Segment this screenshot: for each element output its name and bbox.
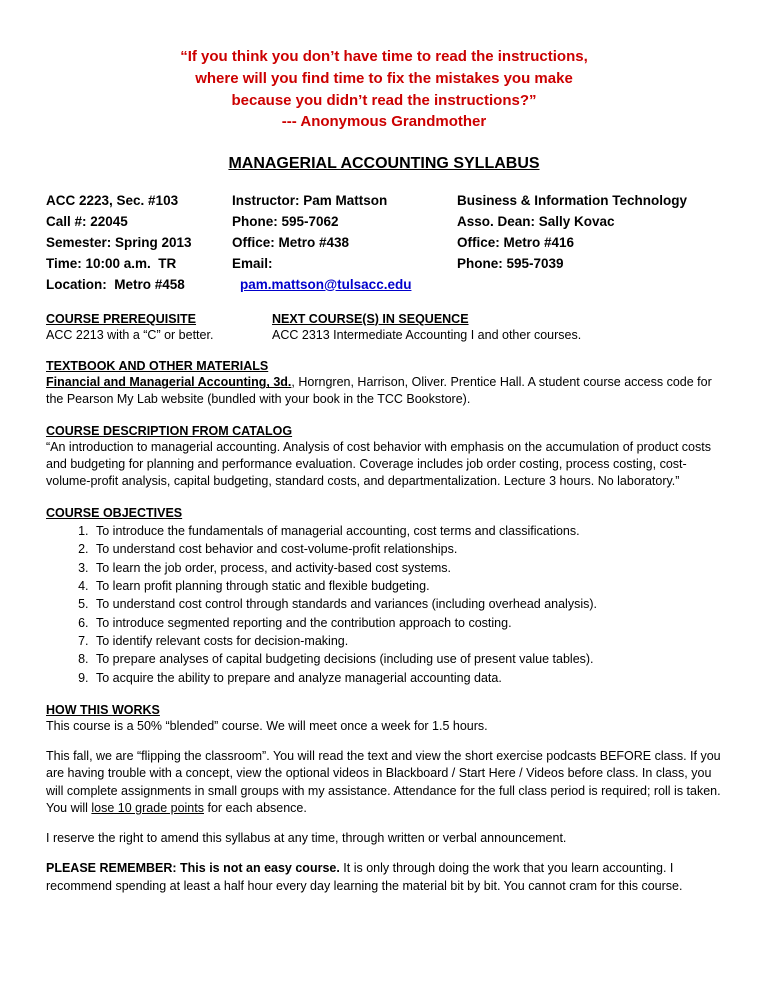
course-info-col2-line1: Instructor: Pam Mattson <box>232 193 388 208</box>
para2-underlined: lose 10 grade points <box>91 800 204 815</box>
how-this-works-heading: HOW THIS WORKS <box>46 703 160 718</box>
course-info-col2-line2: Phone: 595-7062 <box>232 213 339 229</box>
textbook-section <box>46 359 722 408</box>
how-this-works-para-4 <box>46 860 722 895</box>
course-info-col3-line3: Office: Metro #416 <box>457 234 575 250</box>
course-info-col2-line3: Office: Metro #438 <box>232 234 350 250</box>
list-item: 2. To understand cost behavior and cost-volume-profit relationships. <box>92 540 722 558</box>
list-item: 3. To learn the job order, process, and activity-based cost systems. <box>92 559 722 577</box>
list-item: 5. To understand cost control through standards and variances (including overhead analysis). <box>92 595 722 613</box>
next-course-block <box>272 312 722 344</box>
how-this-works-section <box>46 703 722 895</box>
instructor-email-link[interactable]: pam.mattson@tulsacc.edu <box>240 276 412 292</box>
description-text: “An introduction to managerial accounting. Analysis of cost behavior with emphasis on the accumulation of product costs and budgeting for planning and performance evaluation. Coverage includes job order costing, process costing, cost-volume-profit analysis, capital budgeting, standard costs, and departmentalization. Lecture 3 hours. No laboratory.” <box>46 440 711 488</box>
list-item: 1. To introduce the fundamentals of managerial accounting, cost terms and classifications. <box>92 522 722 540</box>
instructor-email-cell <box>232 275 457 296</box>
course-info-col3-line1: Business & Information Technology <box>457 193 688 208</box>
quote-line-3: because you didn’t read the instructions?” <box>231 91 537 109</box>
para2-text-a: This fall, we are “flipping the classroom”. You will read the text and view the short exercise podcasts BEFORE class. If you are having trouble with a concept, view the optional videos in Blackboard / Start Here / Videos before class. In class, you will complete assignments in small groups with my assistance. Attendance for the full class period is required; roll is taken. You will <box>46 749 721 815</box>
quote-line-2: where will you find time to fix the mistakes you make <box>195 69 573 87</box>
course-info-col2-line4: Email: <box>232 255 273 271</box>
course-info-block <box>46 191 722 296</box>
next-course-heading: NEXT COURSE(S) IN SEQUENCE <box>272 311 469 326</box>
textbook-title: Financial and Managerial Accounting, 3d. <box>46 375 292 390</box>
course-info-col3-line5 <box>457 275 722 296</box>
prerequisite-block <box>46 312 272 344</box>
course-info-col3-line4: Phone: 595-7039 <box>457 255 564 271</box>
epigraph-quote <box>46 46 722 133</box>
please-remember-bold: PLEASE REMEMBER: This is not an easy course. <box>46 861 340 876</box>
textbook-heading: TEXTBOOK AND OTHER MATERIALS <box>46 359 269 374</box>
objectives-section <box>46 506 722 687</box>
page-title: MANAGERIAL ACCOUNTING SYLLABUS <box>228 155 540 172</box>
list-item: 4. To learn profit planning through static and flexible budgeting. <box>92 577 722 595</box>
textbook-text <box>46 374 722 408</box>
quote-attribution: --- Anonymous Grandmother <box>281 113 487 131</box>
course-info-col1-line2: Call #: 22045 <box>46 213 128 229</box>
course-info-col1-line5: Location: Metro #458 <box>46 276 185 292</box>
list-item: 6. To introduce segmented reporting and the contribution approach to costing. <box>92 614 722 632</box>
how-this-works-para-2 <box>46 748 722 817</box>
how-this-works-para-1: This course is a 50% “blended” course. We will meet once a week for 1.5 hours. <box>46 719 488 734</box>
next-course-text: ACC 2313 Intermediate Accounting I and other courses. <box>272 327 582 342</box>
prerequisite-next-course-row <box>46 312 722 344</box>
prerequisite-heading: COURSE PREREQUISITE <box>46 311 197 326</box>
textbook-details: , Horngren, Harrison, Oliver. Prentice Hall. A student course access code for the Pearson My Lab website (bundled with your book in the TCC Bookstore). <box>46 375 712 407</box>
quote-line-1: “If you think you don’t have time to read the instructions, <box>180 48 588 65</box>
course-info-col1-line4: Time: 10:00 a.m. TR <box>46 255 177 271</box>
objectives-heading: COURSE OBJECTIVES <box>46 505 183 520</box>
list-item: 8. To prepare analyses of capital budgeting decisions (including use of present value tables). <box>92 650 722 668</box>
how-this-works-para-3: I reserve the right to amend this syllabus at any time, through written or verbal announcement. <box>46 831 567 846</box>
prerequisite-text: ACC 2213 with a “C” or better. <box>46 327 214 342</box>
para2-text-b: for each absence. <box>204 800 307 815</box>
course-info-col1-line3: Semester: Spring 2013 <box>46 234 192 250</box>
objectives-list <box>46 522 722 687</box>
list-item: 9. To acquire the ability to prepare and analyze managerial accounting data. <box>92 669 722 687</box>
course-info-col3-line2: Asso. Dean: Sally Kovac <box>457 213 615 229</box>
description-heading: COURSE DESCRIPTION FROM CATALOG <box>46 424 293 439</box>
course-info-col1-line1: ACC 2223, Sec. #103 <box>46 193 179 208</box>
please-remember-rest: It is only through doing the work that you learn accounting. I recommend spending at least a half hour every day learning the material bit by bit. You cannot cram for this course. <box>46 861 683 893</box>
description-section <box>46 424 722 490</box>
list-item: 7. To identify relevant costs for decision-making. <box>92 632 722 650</box>
